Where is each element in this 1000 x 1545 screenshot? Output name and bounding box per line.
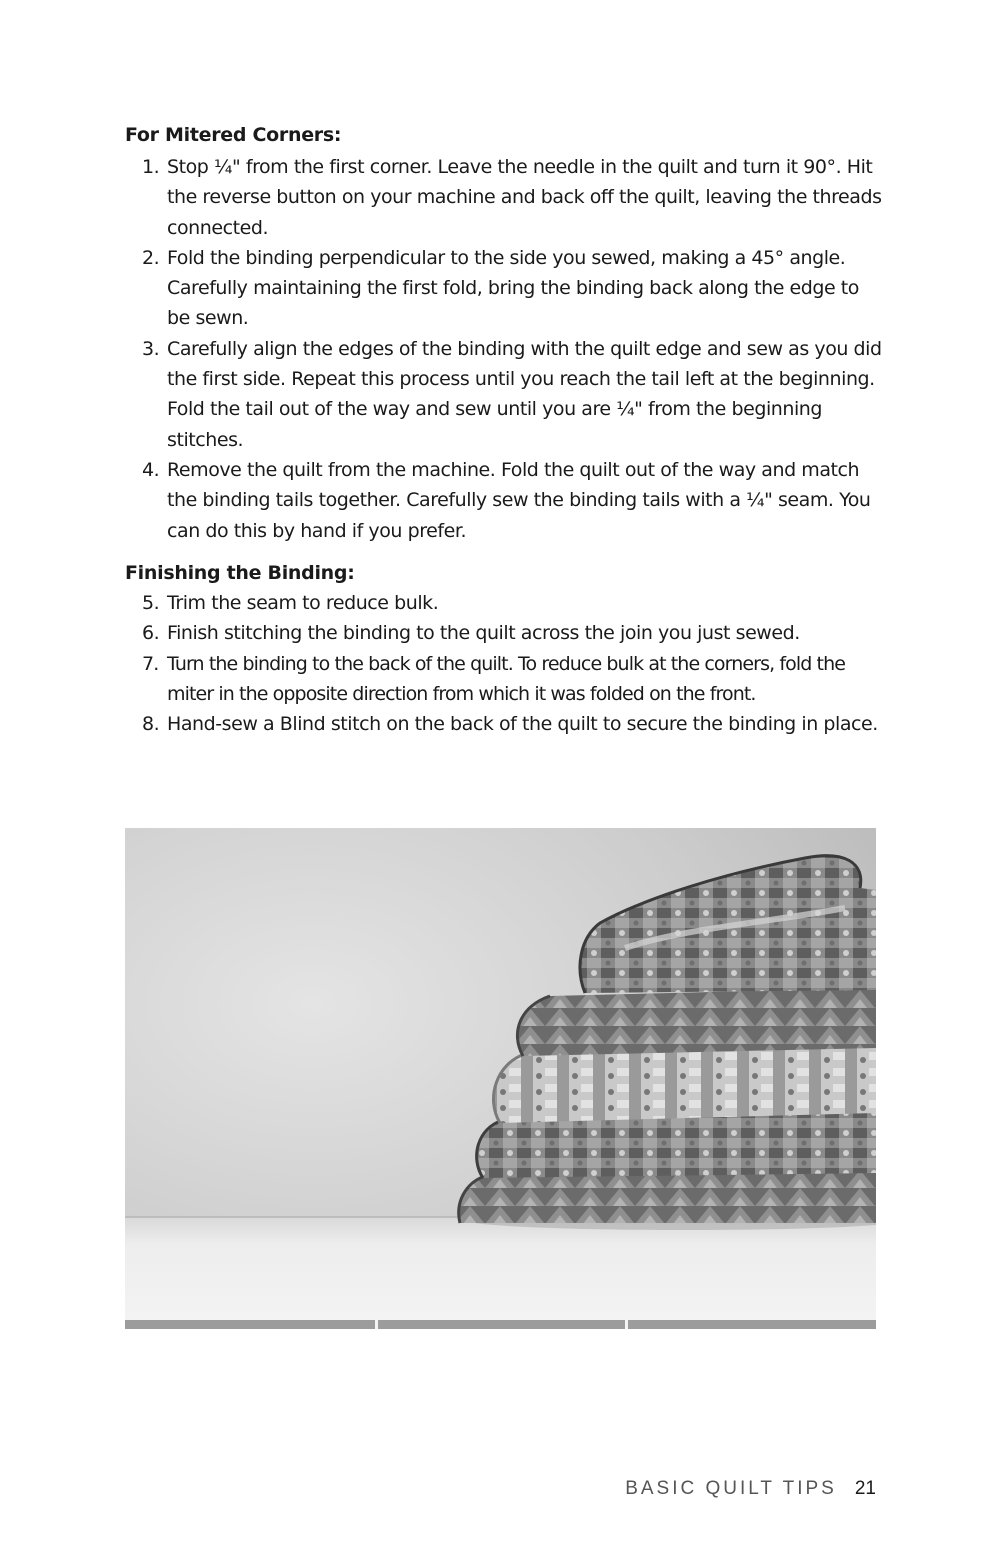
step-text: Finish stitching the binding to the quilt across the join you just sewed. — [167, 622, 800, 645]
list-item — [142, 618, 882, 648]
step-number: 1. — [142, 156, 160, 178]
list-item — [142, 709, 882, 739]
page-footer — [625, 1477, 876, 1501]
mitered-corners-steps — [142, 152, 882, 546]
step-number: 5. — [142, 592, 160, 614]
list-item — [142, 455, 882, 546]
step-text: Carefully align the edges of the binding with the quilt edge and sew as you did the first side. Repeat this process until you reach the tail left at the beginning. Fold the tail out of the way and sew until you are ¼" from the beginning stitches. — [167, 337, 882, 451]
step-text: Hand-sew a Blind stitch on the back of the quilt to secure the binding in place. — [167, 713, 878, 736]
step-text: Fold the binding perpendicular to the side you sewed, making a 45° angle. Carefully maintaining the first fold, bring the binding back along the edge to be sewn. — [167, 246, 859, 330]
step-text: Trim the seam to reduce bulk. — [167, 592, 439, 614]
step-text: Remove the quilt from the machine. Fold the quilt out of the way and match the binding tails together. Carefully sew the binding tails with a ¼" seam. You can do this by hand if you prefer. — [167, 458, 871, 542]
step-number: 7. — [142, 652, 159, 675]
step-number: 4. — [142, 458, 160, 481]
stacked-quilts-photo — [125, 828, 876, 1329]
mitered-corners-heading: For Mitered Corners: — [125, 124, 342, 146]
step-number: 3. — [142, 337, 160, 360]
list-item — [142, 152, 882, 243]
finishing-binding-steps — [142, 588, 882, 739]
running-footer-section: BASIC QUILT TIPS — [625, 1478, 837, 1499]
list-item — [142, 649, 882, 710]
finishing-binding-heading: Finishing the Binding: — [125, 562, 355, 584]
list-item — [142, 334, 882, 455]
list-item — [142, 243, 882, 334]
page-number: 21 — [854, 1478, 876, 1499]
step-number: 8. — [142, 713, 160, 736]
step-number: 6. — [142, 622, 160, 645]
step-number: 2. — [142, 246, 160, 269]
step-text: Stop ¼" from the first corner. Leave the needle in the quilt and turn it 90°. Hit the reverse button on your machine and back off the quilt, leaving the threads connected. — [167, 156, 882, 239]
step-text: Turn the binding to the back of the quilt. To reduce bulk at the corners, fold the miter in the opposite direction from which it was folded on the front. — [167, 652, 846, 705]
list-item — [142, 588, 882, 618]
